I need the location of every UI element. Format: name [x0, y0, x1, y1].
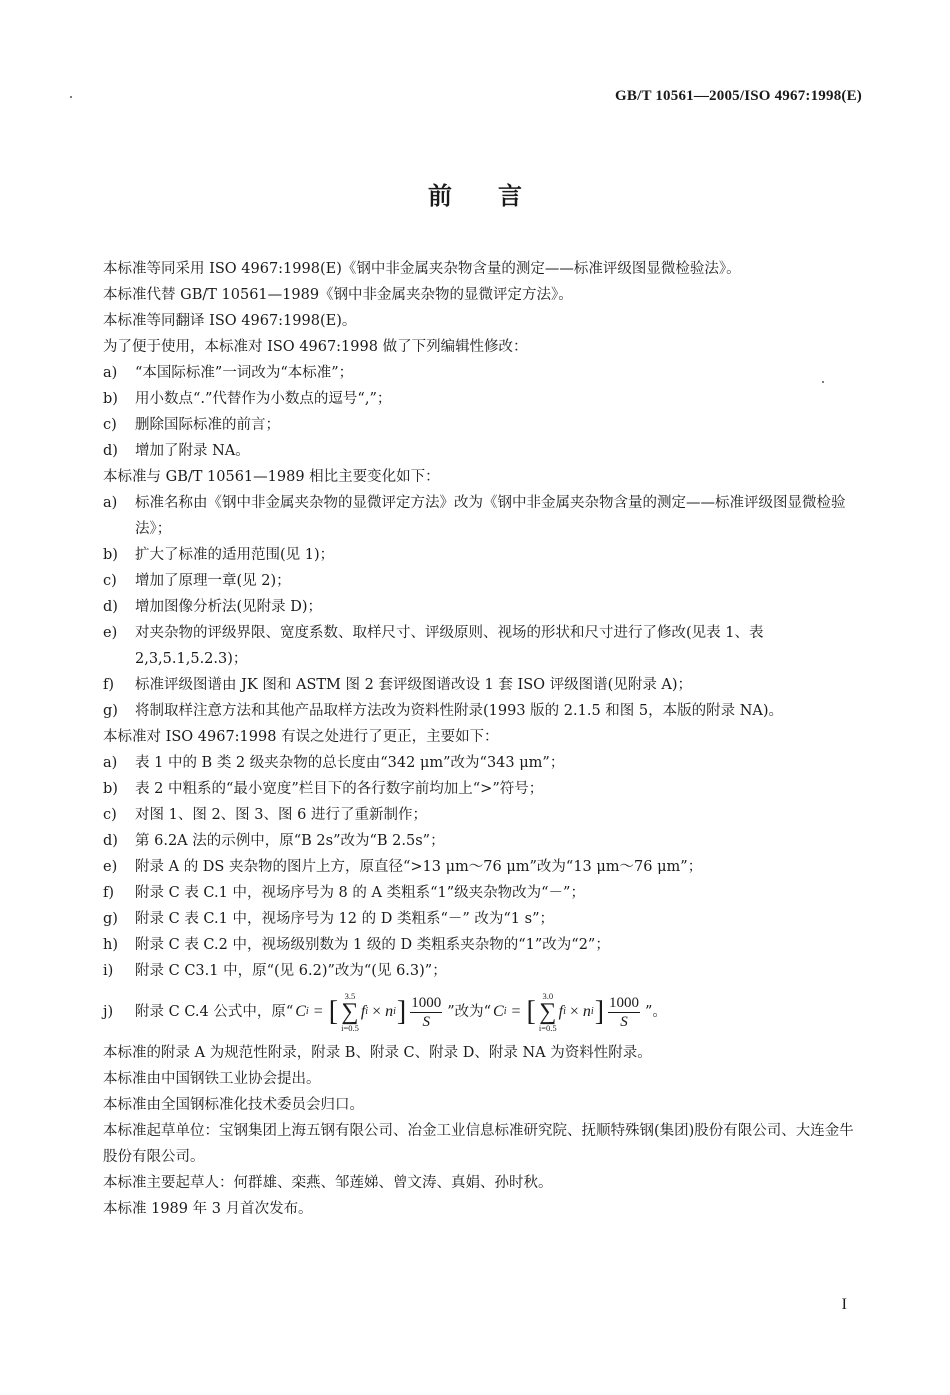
- list-marker: d): [103, 443, 118, 459]
- list-item: [103, 568, 868, 594]
- list-text: 表 1 中的 B 类 2 级夹杂物的总长度由“342 μm”改为“343 μm”；: [135, 755, 565, 771]
- list-text: 附录 C 表 C.2 中，视场级别数为 1 级的 D 类粗系夹杂物的“1”改为“2”；: [135, 937, 610, 953]
- list-marker: b): [103, 547, 118, 563]
- sum-lower-limit: i=0.5: [538, 1023, 557, 1033]
- paragraph: 本标准由全国钢标准化技术委员会归口。: [103, 1097, 364, 1113]
- list-text: 附录 C C3.1 中，原“(见 6.2)”改为“(见 6.3)”；: [135, 963, 447, 979]
- formula-text-before: 附录 C C.4 公式中，原“: [135, 1004, 294, 1020]
- formula-text-middle: ”改为“: [447, 1004, 492, 1020]
- formula-equals: =: [511, 1003, 521, 1020]
- list-marker: a): [103, 365, 118, 381]
- list-text: 增加了原理一章(见 2)；: [135, 573, 291, 589]
- summation: [539, 991, 557, 1033]
- sigma-icon: ∑: [539, 999, 557, 1025]
- formula-f-sub: i: [365, 1006, 369, 1017]
- page-number: I: [841, 1296, 847, 1313]
- sigma-icon: ∑: [341, 999, 359, 1025]
- list-marker: j): [103, 1004, 114, 1020]
- scan-speck: [70, 96, 72, 98]
- fraction-numerator: 1000: [411, 994, 442, 1011]
- list-item: [103, 594, 868, 620]
- formula-equals: =: [313, 1003, 323, 1020]
- list-item: [103, 490, 868, 542]
- list-marker: g): [103, 703, 118, 719]
- formula-new: [493, 991, 643, 1033]
- list-text: 扩大了标准的适用范围(见 1)；: [135, 547, 335, 563]
- list-text: 将制取样注意方法和其他产品取样方法改为资料性附录(1993 版的 2.1.5 和图 5，本版的附录 NA)。: [135, 703, 784, 719]
- list-text: 附录 C 表 C.1 中，视场序号为 12 的 D 类粗系“－” 改为“1 s”；: [135, 911, 554, 927]
- list-item: [103, 386, 868, 412]
- fraction-denominator: S: [620, 1013, 628, 1030]
- formula-lhs: C: [295, 1003, 306, 1020]
- list-marker: b): [103, 781, 118, 797]
- list-item: [103, 802, 868, 828]
- list-text: 标准名称由《钢中非金属夹杂物的显微评定方法》改为《钢中非金属夹杂物含量的测定——标准评级图显微检验法》；: [135, 495, 846, 537]
- list-text: 第 6.2A 法的示例中，原“B 2s”改为“B 2.5s”；: [135, 833, 445, 849]
- list-item: [103, 906, 868, 932]
- paragraph: 本标准代替 GB/T 10561—1989《钢中非金属夹杂物的显微评定方法》。: [103, 287, 573, 303]
- left-bracket: [: [328, 996, 339, 1027]
- list-item: [103, 698, 868, 724]
- list-marker: a): [103, 495, 118, 511]
- formula-lhs: C: [493, 1003, 504, 1020]
- list-item: [103, 828, 868, 854]
- list-text: 用小数点“.”代替作为小数点的逗号“,”；: [135, 391, 392, 407]
- paragraph: 本标准 1989 年 3 月首次发布。: [103, 1201, 313, 1217]
- list-item: [103, 854, 868, 880]
- formula-f-sub: i: [563, 1006, 566, 1017]
- list-item: [103, 438, 868, 464]
- formula-n-sub: i: [393, 1006, 396, 1017]
- list-marker: c): [103, 573, 117, 589]
- list-item: [103, 412, 868, 438]
- list-marker: c): [103, 417, 117, 433]
- list-marker: e): [103, 859, 118, 875]
- list-text: 附录 A 的 DS 夹杂物的图片上方，原直径“>13 μm～76 μm”改为“13 μm～76 μm”；: [135, 859, 703, 875]
- paragraph: 本标准等同翻译 ISO 4967:1998(E)。: [103, 313, 357, 329]
- list-text: 对夹杂物的评级界限、宽度系数、取样尺寸、评级原则、视场的形状和尺寸进行了修改(见表 1、表 2,3,5.1,5.2.3)；: [135, 625, 764, 667]
- formula-old: [295, 991, 445, 1033]
- fraction-denominator: S: [422, 1013, 430, 1030]
- foreword-body: [103, 256, 868, 1222]
- list-marker: h): [103, 937, 118, 953]
- formula-f: f: [558, 1003, 564, 1020]
- paragraph: 本标准起草单位：宝钢集团上海五钢有限公司、冶金工业信息标准研究院、抚顺特殊钢(集团)股份有限公司、大连金牛股份有限公司。: [103, 1123, 854, 1165]
- formula-lhs-sub: i: [503, 1006, 507, 1017]
- sum-lower-limit: i=0.5: [341, 1023, 359, 1033]
- list-marker: e): [103, 625, 118, 641]
- formula-list-item: [103, 986, 868, 1038]
- paragraph: 本标准等同采用 ISO 4967:1998(E)《钢中非金属夹杂物含量的测定——标准评级图显微检验法》。: [103, 261, 741, 277]
- list-item: [103, 776, 868, 802]
- list-marker: g): [103, 911, 118, 927]
- list-item: [103, 360, 868, 386]
- list-text: 标准评级图谱由 JK 图和 ASTM 图 2 套评级图谱改设 1 套 ISO 评级图谱(见附录 A)；: [135, 677, 693, 693]
- list-item: [103, 880, 868, 906]
- list-marker: c): [103, 807, 117, 823]
- list-item: [103, 620, 868, 672]
- list-text: “本国际标准”一词改为“本标准”；: [135, 365, 354, 381]
- formula-times: ×: [372, 1003, 382, 1020]
- sum-upper-limit: 3.0: [542, 991, 554, 1001]
- formula-n: n: [582, 1003, 591, 1020]
- list-marker: d): [103, 599, 118, 615]
- list-text: 删除国际标准的前言；: [135, 417, 280, 433]
- fraction: [410, 994, 442, 1031]
- list-marker: d): [103, 833, 118, 849]
- list-marker: f): [103, 885, 115, 901]
- list-marker: f): [103, 677, 115, 693]
- formula-lhs-sub: i: [305, 1006, 309, 1017]
- paragraph: 为了便于使用，本标准对 ISO 4967:1998 做了下列编辑性修改：: [103, 339, 528, 355]
- left-bracket: [: [526, 996, 536, 1027]
- list-marker: a): [103, 755, 118, 771]
- paragraph: 本标准与 GB/T 10561—1989 相比主要变化如下：: [103, 469, 440, 485]
- page-title: 前言: [428, 182, 568, 210]
- fraction-numerator: 1000: [609, 994, 640, 1011]
- paragraph: 本标准的附录 A 为规范性附录，附录 B、附录 C、附录 D、附录 NA 为资料性附录。: [103, 1045, 652, 1061]
- summation: [341, 991, 359, 1033]
- list-text: 对图 1、图 2、图 3、图 6 进行了重新制作；: [135, 807, 427, 823]
- list-text: 增加图像分析法(见附录 D)；: [135, 599, 323, 615]
- sum-upper-limit: 3.5: [344, 991, 356, 1001]
- formula-text-after: ”。: [645, 1004, 667, 1020]
- standard-number-header: GB/T 10561—2005/ISO 4967:1998(E): [615, 88, 862, 104]
- list-marker: b): [103, 391, 118, 407]
- paragraph: 本标准主要起草人：何群雄、栾燕、邹莲娣、曾文涛、真娟、孙时秋。: [103, 1175, 553, 1191]
- list-item: [103, 672, 868, 698]
- list-item: [103, 958, 868, 984]
- list-item: [103, 932, 868, 958]
- list-text: 附录 C 表 C.1 中，视场序号为 8 的 A 类粗系“1”级夹杂物改为“－”；: [135, 885, 585, 901]
- list-item: [103, 750, 868, 776]
- formula-f: f: [360, 1003, 366, 1020]
- paragraph: 本标准由中国钢铁工业协会提出。: [103, 1071, 321, 1087]
- list-text: 增加了附录 NA。: [135, 443, 250, 459]
- right-bracket: ]: [594, 996, 605, 1027]
- list-text: 表 2 中粗系的“最小宽度”栏目下的各行数字前均加上“>”符号；: [135, 781, 544, 797]
- scan-speck: [822, 381, 824, 383]
- formula-n: n: [385, 1003, 394, 1020]
- fraction: [608, 994, 640, 1031]
- list-marker: i): [103, 963, 114, 979]
- right-bracket: ]: [396, 996, 407, 1027]
- list-item: [103, 542, 868, 568]
- formula-times: ×: [569, 1003, 579, 1020]
- formula-n-sub: i: [590, 1006, 594, 1017]
- paragraph: 本标准对 ISO 4967:1998 有误之处进行了更正，主要如下：: [103, 729, 499, 745]
